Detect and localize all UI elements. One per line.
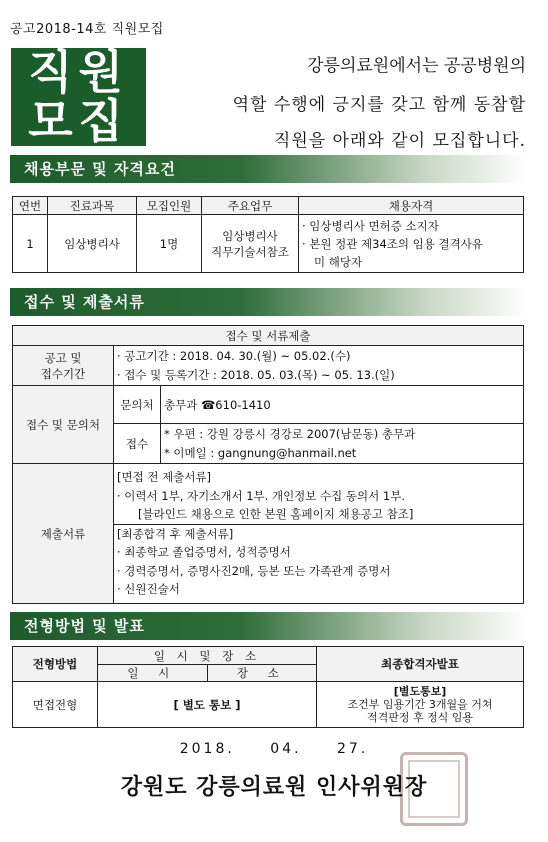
period-label-1: 공고 및 — [44, 350, 82, 365]
col-header-qualification: 채용자격 — [299, 197, 524, 215]
duty-line2: 직무기술서참조 — [211, 244, 289, 259]
selection-table — [12, 646, 524, 728]
application-table — [12, 325, 524, 604]
result-line2: 조건부 임용기간 3개월을 거쳐 — [347, 698, 493, 711]
contact-label: 접수 및 문의처 — [13, 386, 114, 464]
cell-duty — [202, 215, 299, 273]
docs-pre-2: [블라인드 채용으로 인한 본원 홈페이지 채용공고 참조] — [114, 505, 523, 525]
qual-line3: 미 해당자 — [314, 254, 363, 269]
section-title-positions: 채용부문 및 자격요건 — [10, 155, 526, 183]
positions-table — [12, 196, 524, 273]
application-table-title: 접수 및 서류제출 — [13, 326, 524, 346]
date-subheader: 일 시 — [98, 665, 208, 682]
docs-pre-1: · 이력서 1부, 자기소개서 1부. 개인정보 수집 동의서 1부. — [117, 488, 405, 503]
cell-no: 1 — [13, 215, 48, 273]
docs-final-header: [최종합격 후 제출서류] — [117, 526, 234, 541]
date-day: 27. — [337, 741, 369, 757]
period-register: · 접수 및 등록기간 : 2018. 05. 03.(목) ~ 05. 13.(일) — [117, 367, 395, 382]
reception-post: * 우편 : 강원 강릉시 경강로 2007(남문동) 총무과 — [164, 426, 416, 441]
section-title-application: 접수 및 제출서류 — [10, 288, 526, 316]
docs-pre-header: [면접 전 제출서류] — [117, 470, 212, 485]
method-header: 전형방법 — [13, 647, 98, 682]
inquiry-value: 총무과 ☎610-1410 — [161, 386, 524, 424]
docs-final-3: · 신원진술서 — [117, 582, 180, 597]
result-values — [317, 682, 524, 728]
date-month: 04. — [270, 741, 302, 757]
col-header-count: 모집인원 — [137, 197, 202, 215]
col-header-no: 연번 — [13, 197, 48, 215]
reception-email[interactable]: * 이메일 : gangnung@hanmail.net — [164, 445, 357, 460]
period-values — [114, 346, 524, 386]
qual-line2: · 본원 정관 제34조의 임용 결격사유 — [302, 236, 483, 251]
reception-label: 접수 — [114, 424, 161, 464]
col-header-duty: 주요업무 — [202, 197, 299, 215]
cell-count: 1명 — [137, 215, 202, 273]
inquiry-label: 문의처 — [114, 386, 161, 424]
schedule-value: [ 별도 통보 ] — [98, 682, 317, 728]
period-announce: · 공고기간 : 2018. 04. 30.(월) ~ 05.02.(수) — [117, 348, 351, 363]
result-header: 최종합격자발표 — [317, 647, 524, 682]
signatory: 강원도 강릉의료원 인사위원장 — [120, 775, 428, 800]
logo-line2: 모집 — [28, 94, 129, 148]
intro-line3: 직원을 아래와 같이 모집합니다. — [273, 131, 526, 151]
notice-number: 공고2018-14호 직원모집 — [10, 22, 164, 37]
period-label — [13, 346, 114, 386]
cell-qualification — [299, 215, 524, 273]
table-row — [13, 215, 524, 273]
logo-line1: 직원 — [28, 45, 129, 99]
date-year: 2018. — [179, 741, 235, 757]
reception-values — [161, 424, 524, 464]
intro-line1: 강릉의료원에서는 공공병원의 — [307, 56, 526, 76]
docs-values — [114, 464, 524, 604]
result-line1: [별도통보] — [393, 685, 447, 698]
cell-dept: 임상병리사 — [48, 215, 137, 273]
intro-line2: 역할 수행에 긍지를 갖고 함께 동참할 — [232, 95, 526, 115]
schedule-header: 일 시 및 장 소 — [98, 647, 317, 665]
place-subheader: 장 소 — [207, 665, 317, 682]
docs-final-1: · 최종학교 졸업증명서, 성적증명서 — [117, 545, 291, 560]
docs-final-2: · 경력증명서, 증명사진2매, 등본 또는 가족관계 증명서 — [117, 563, 391, 578]
method-value: 면접전형 — [13, 682, 98, 728]
section-title-selection: 전형방법 및 발표 — [10, 612, 526, 640]
period-label-2: 접수기간 — [40, 366, 86, 381]
duty-line1: 임상병리사 — [222, 228, 278, 243]
docs-label: 제출서류 — [13, 464, 114, 604]
result-line3: 적격판정 후 정식 임용 — [366, 711, 474, 724]
recruit-logo — [11, 45, 146, 148]
col-header-dept: 진료과목 — [48, 197, 137, 215]
qual-line1: · 임상병리사 면허증 소지자 — [302, 218, 439, 233]
